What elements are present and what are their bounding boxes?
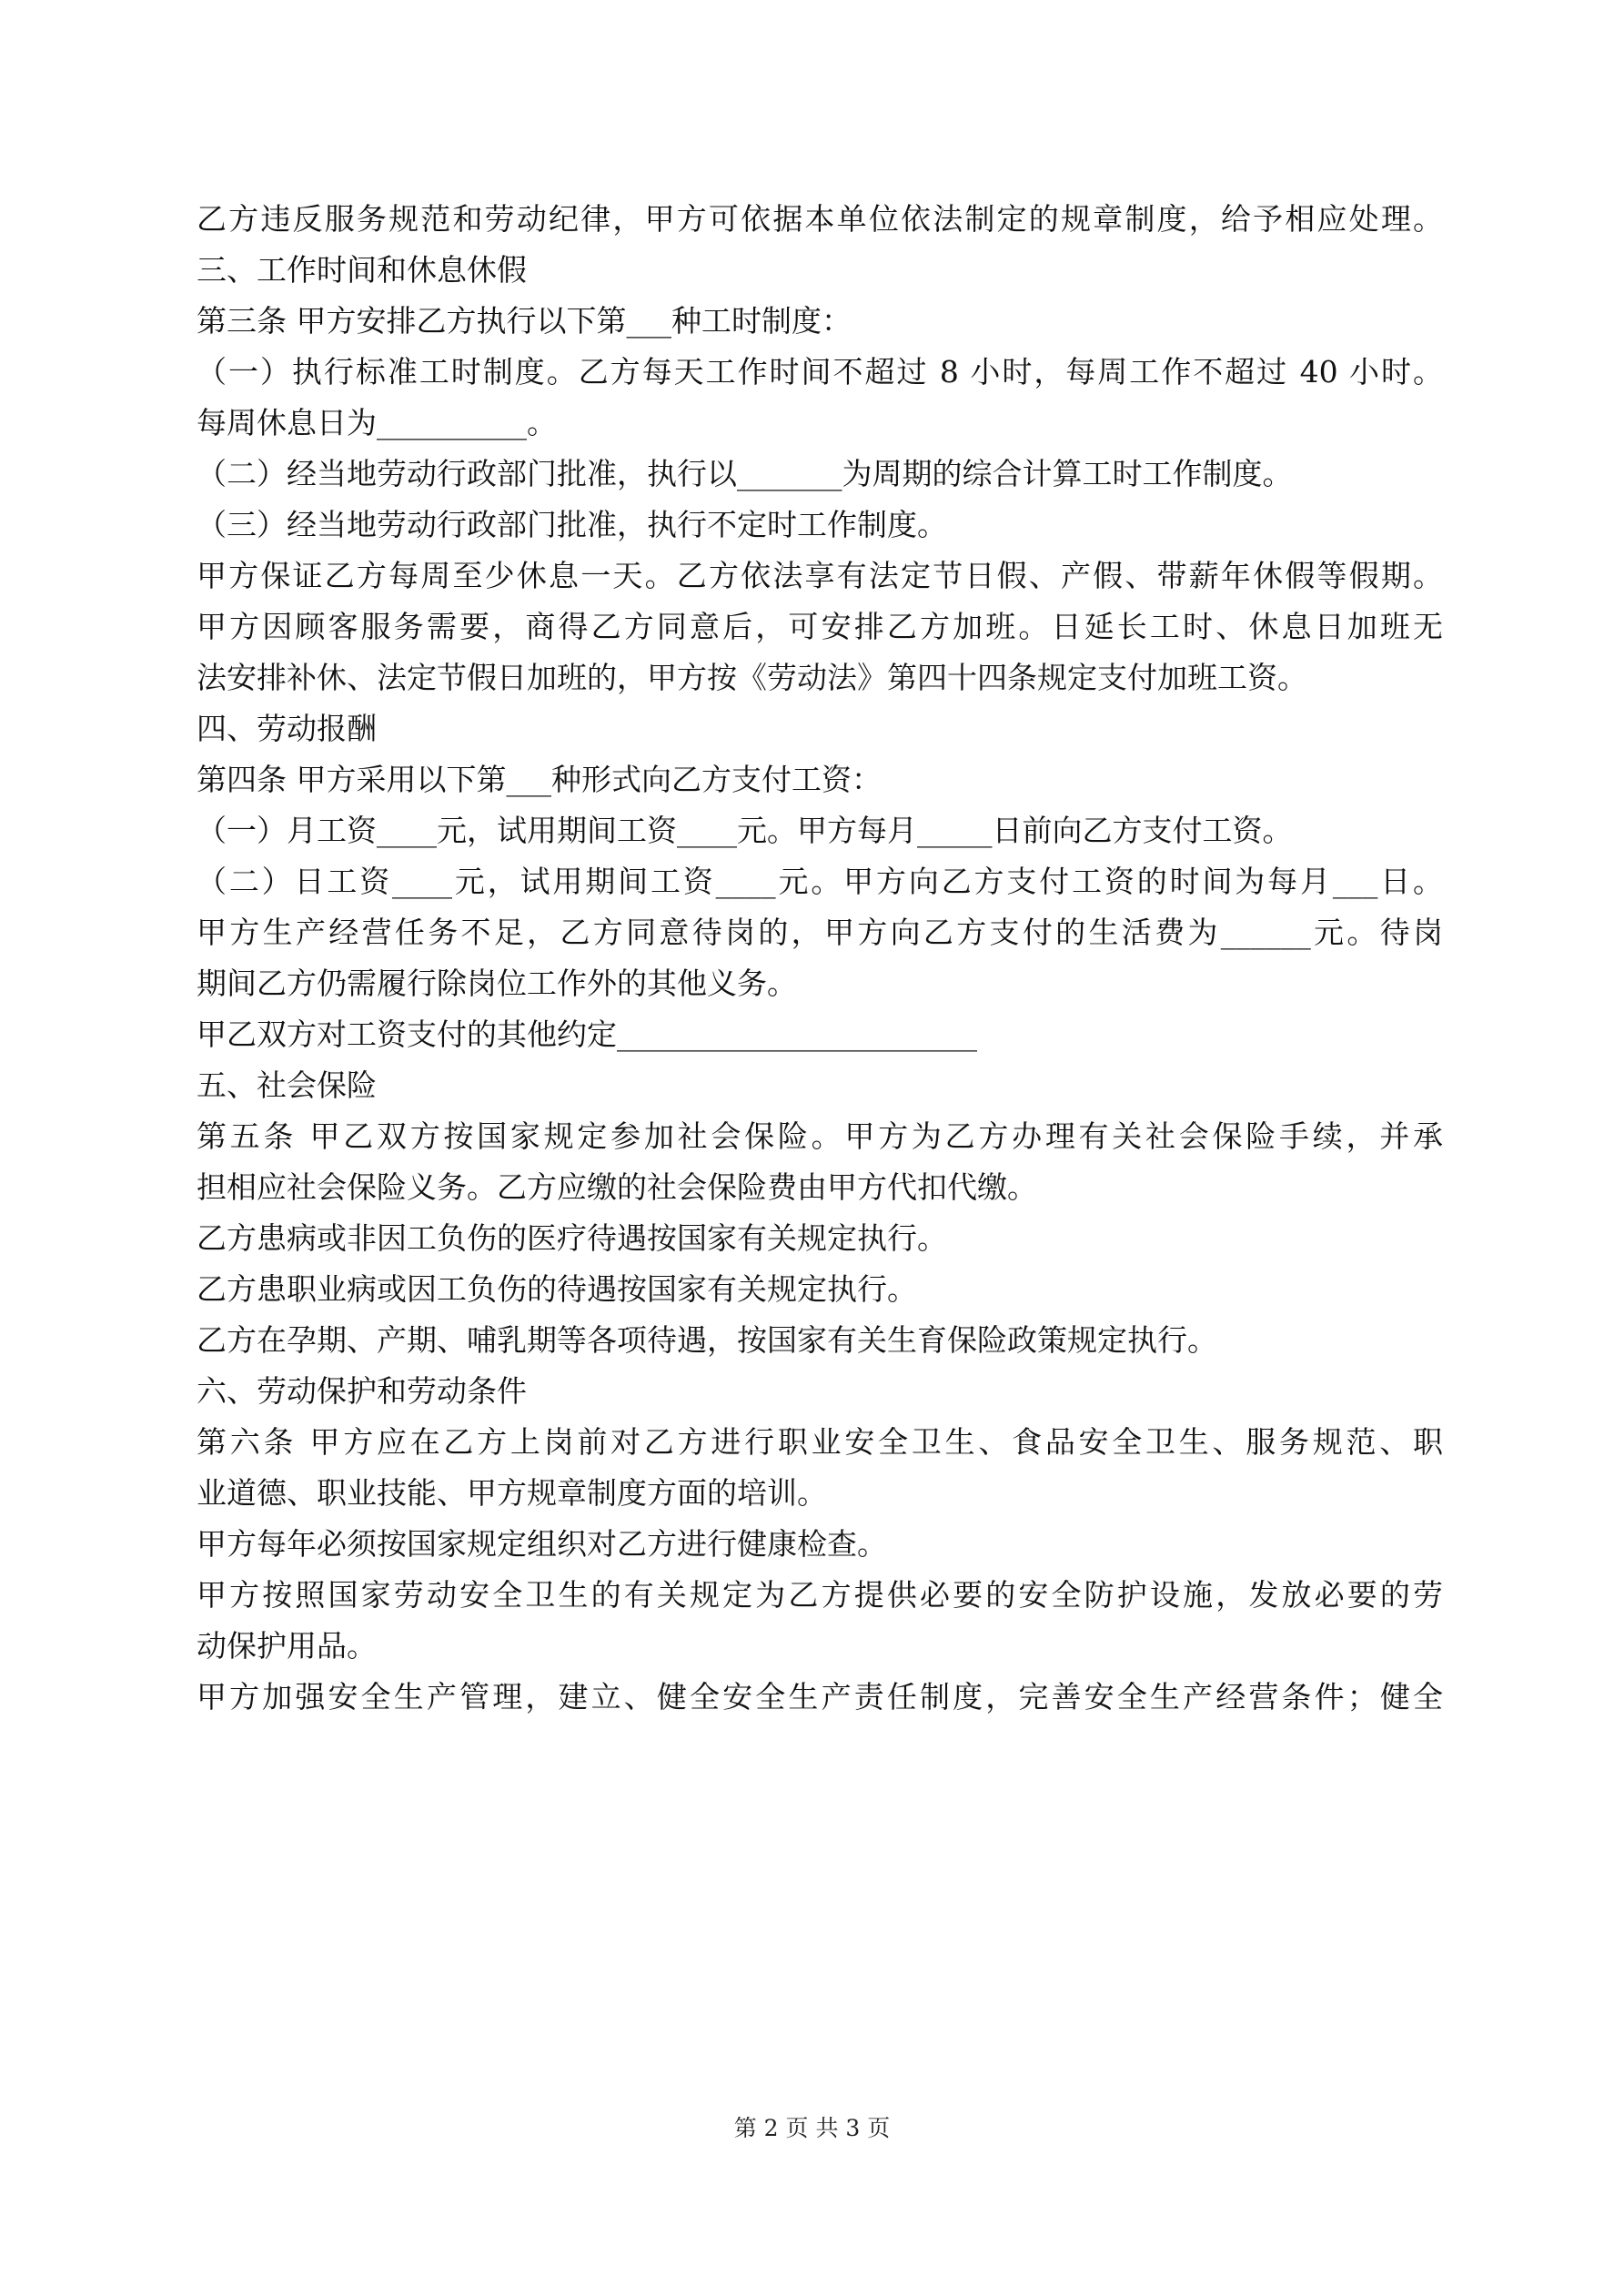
- text-line: 期间乙方仍需履行除岗位工作外的其他义务。: [197, 966, 797, 1001]
- text-line: 甲方加强安全生产管理，建立、健全安全生产责任制度，完善安全生产经营条件；健全: [197, 1679, 1443, 1714]
- text-line: 动保护用品。: [197, 1628, 377, 1664]
- text-line: 乙方患职业病或因工负伤的待遇按国家有关规定执行。: [197, 1271, 917, 1307]
- text-line: 六、劳动保护和劳动条件: [197, 1373, 527, 1409]
- text-line: 乙方违反服务规范和劳动纪律，甲方可依据本单位依法制定的规章制度，给予相应处理。: [197, 201, 1443, 237]
- text-line: （三）经当地劳动行政部门批准，执行不定时工作制度。: [197, 507, 947, 542]
- text-line: 第四条 甲方采用以下第___种形式向乙方支付工资：: [197, 762, 882, 797]
- text-line: （二）经当地劳动行政部门批准，执行以_______为周期的综合计算工时工作制度。: [197, 456, 1293, 491]
- text-line: 第五条 甲乙双方按国家规定参加社会保险。甲方为乙方办理有关社会保险手续，并承: [197, 1118, 1443, 1154]
- text-line: 甲方每年必须按国家规定组织对乙方进行健康检查。: [197, 1526, 887, 1562]
- text-line: 甲方按照国家劳动安全卫生的有关规定为乙方提供必要的安全防护设施，发放必要的劳: [197, 1577, 1443, 1613]
- text-line: 四、劳动报酬: [197, 711, 377, 746]
- text-line: 甲方因顾客服务需要，商得乙方同意后，可安排乙方加班。日延长工时、休息日加班无: [197, 609, 1443, 644]
- text-line: 甲方保证乙方每周至少休息一天。乙方依法享有法定节日假、产假、带薪年休假等假期。: [197, 558, 1443, 593]
- text-line: 甲方生产经营任务不足，乙方同意待岗的，甲方向乙方支付的生活费为______元。待岗: [197, 915, 1443, 950]
- page-footer: 第 2 页 共 3 页: [733, 2115, 891, 2141]
- text-line: 乙方患病或非因工负伤的医疗待遇按国家有关规定执行。: [197, 1220, 947, 1256]
- document-body: [197, 195, 1443, 1724]
- text-line: 第六条 甲方应在乙方上岗前对乙方进行职业安全卫生、食品安全卫生、服务规范、职: [197, 1424, 1443, 1460]
- text-line: 业道德、职业技能、甲方规章制度方面的培训。: [197, 1475, 827, 1511]
- text-line: （二）日工资____元，试用期间工资____元。甲方向乙方支付工资的时间为每月___日。: [197, 864, 1443, 899]
- text-line: 担相应社会保险义务。乙方应缴的社会保险费由甲方代扣代缴。: [197, 1169, 1037, 1205]
- text-line: 乙方在孕期、产期、哺乳期等各项待遇，按国家有关生育保险政策规定执行。: [197, 1322, 1217, 1358]
- text-line: 每周休息日为__________。: [197, 405, 557, 440]
- text-line: 甲乙双方对工资支付的其他约定________________________: [197, 1017, 977, 1052]
- text-line: （一）月工资____元，试用期间工资____元。甲方每月_____日前向乙方支付工资。: [197, 813, 1293, 848]
- text-line: 法安排补休、法定节假日加班的，甲方按《劳动法》第四十四条规定支付加班工资。: [197, 660, 1307, 695]
- text-line: 五、社会保险: [197, 1067, 377, 1103]
- text-line: 第三条 甲方安排乙方执行以下第___种工时制度：: [197, 303, 852, 339]
- text-line: （一）执行标准工时制度。乙方每天工作时间不超过 8 小时，每周工作不超过 40 小时。: [197, 354, 1443, 389]
- text-line: 三、工作时间和休息休假: [197, 252, 527, 288]
